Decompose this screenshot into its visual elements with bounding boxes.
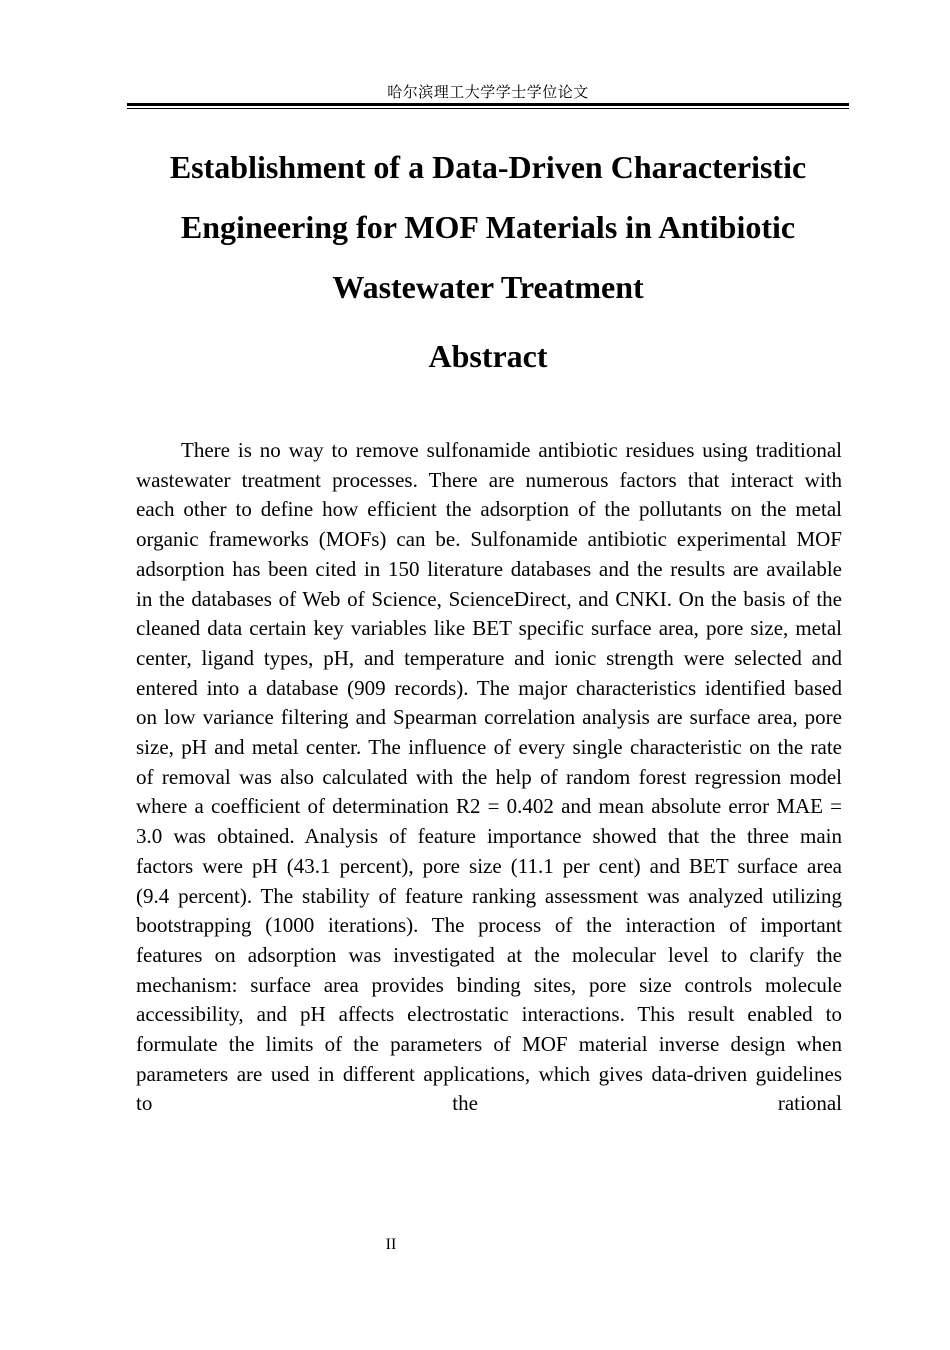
header-rule-thin	[127, 108, 849, 109]
page-number: II	[385, 1236, 397, 1253]
abstract-heading: Abstract	[428, 338, 548, 374]
abstract-body: There is no way to remove sulfonamide antibiotic residues using traditional wastewater treatment processes. There are numerous factors that interact with each other to define how efficient the adsorption of the pollutants on the metal organic frameworks (MOFs) can be. Sulfonamide antibiotic experimental MOF adsorption has been cited in 150 literature databases and the results are available in the databases of Web of Science, ScienceDirect, and CNKI. On the basis of the cleaned data certain key variables like BET specific surface area, pore size, metal center, ligand types, pH, and temperature and ionic strength were selected and entered into a database (909 records). The major characteristics identified based on low variance filtering and Spearman correlation analysis are surface area, pore size, pH and metal center. The influence of every single characteristic on the rate of removal was also calculated with the help of random forest regression model where a coefficient of determination R2 = 0.402 and mean absolute error MAE = 3.0 was obtained. Analysis of feature importance showed that the three main factors were pH (43.1 percent), pore size (11.1 per cent) and BET surface area (9.4 percent). The stability of feature ranking assessment was analyzed utilizing bootstrapping (1000 iterations). The process of the interaction of important features on adsorption was investigated at the molecular level to clarify the mechanism: surface area provides binding sites, pore size controls molecule accessibility, and pH affects electrostatic interactions. This result enabled to formulate the limits of the parameters of MOF material inverse design when parameters are used in different applications, which gives data-driven guidelines to the rational	[136, 438, 842, 1116]
header-rule-thick	[127, 103, 849, 106]
running-header: 哈尔滨理工大学学士学位论文	[387, 85, 589, 101]
thesis-title: Establishment of a Data-Driven Characteristic Engineering for MOF Materials in Antibiotic Wastewater Treatment	[169, 149, 807, 305]
